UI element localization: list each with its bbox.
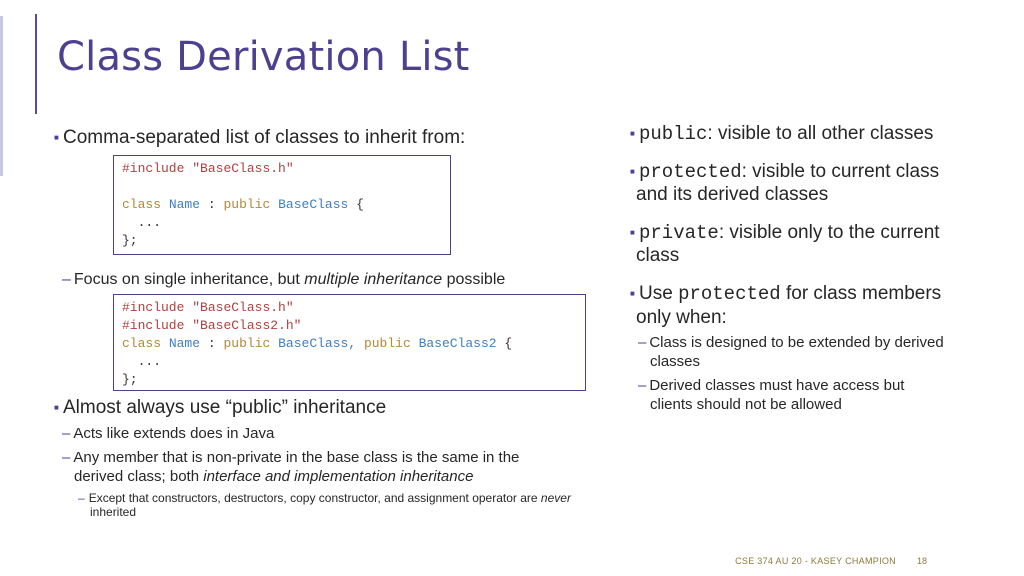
bullet-private-visibility-line2: class xyxy=(636,245,680,266)
square-bullet-icon: ■ xyxy=(630,129,635,139)
dash-bullet-icon: – xyxy=(638,377,647,394)
bullet-comma-separated: ■ Comma-separated list of classes to inherit from: xyxy=(54,127,466,148)
code-block-multiple-inheritance: #include "BaseClass.h" #include "BaseClass2.h" class Name : public BaseClass, public BaseClass2 { ... }; xyxy=(113,294,586,391)
sub-bullet-derived-access: – Derived classes must have access but xyxy=(638,377,905,394)
dash-bullet-icon: – xyxy=(78,491,85,505)
title-accent-bar xyxy=(35,14,37,114)
sub-bullet-extends-java: – Acts like extends does in Java xyxy=(62,425,275,442)
square-bullet-icon: ■ xyxy=(630,167,635,177)
bullet-protected-visibility: ■ protected: visible to current class xyxy=(630,161,940,183)
slide-footer: CSE 374 AU 20 - KASEY CHAMPION xyxy=(735,556,896,566)
sub-bullet-designed-extended: – Class is designed to be extended by derived xyxy=(638,334,944,351)
left-edge-accent xyxy=(0,16,3,176)
bullet-protected-visibility-line2: and its derived classes xyxy=(636,184,829,205)
square-bullet-icon: ■ xyxy=(630,228,635,238)
sub-bullet-derived-access-line2: clients should not be allowed xyxy=(650,396,842,413)
bullet-public-visibility: ■ public: visible to all other classes xyxy=(630,123,934,145)
dash-bullet-icon: – xyxy=(638,334,647,351)
dash-bullet-icon: – xyxy=(62,449,71,466)
subsub-bullet-never-inherited: – Except that constructors, destructors, copy constructor, and assignment operator are never xyxy=(78,491,571,505)
sub-bullet-designed-extended-line2: classes xyxy=(650,353,701,370)
slide-title: Class Derivation List xyxy=(57,34,470,80)
code-block-single-inheritance: #include "BaseClass.h" class Name : public BaseClass { ... }; xyxy=(113,155,451,255)
sub-bullet-non-private-member-line2: derived class; both interface and implementation inheritance xyxy=(74,468,474,485)
bullet-use-protected: ■ Use protected for class members xyxy=(630,283,942,305)
dash-bullet-icon: – xyxy=(62,425,71,442)
bullet-public-inheritance: ■ Almost always use “public” inheritance xyxy=(54,397,387,418)
sub-bullet-multiple-inheritance: – Focus on single inheritance, but multiple inheritance possible xyxy=(62,271,506,288)
bullet-use-protected-line2: only when: xyxy=(636,307,727,328)
square-bullet-icon: ■ xyxy=(54,133,59,143)
subsub-bullet-never-inherited-line2: inherited xyxy=(90,505,137,519)
sub-bullet-non-private-member: – Any member that is non-private in the base class is the same in the xyxy=(62,449,520,466)
page-number: 18 xyxy=(917,556,928,566)
square-bullet-icon: ■ xyxy=(54,403,59,413)
square-bullet-icon: ■ xyxy=(630,289,635,299)
bullet-private-visibility: ■ private: visible only to the current xyxy=(630,222,940,244)
dash-bullet-icon: – xyxy=(62,271,71,288)
